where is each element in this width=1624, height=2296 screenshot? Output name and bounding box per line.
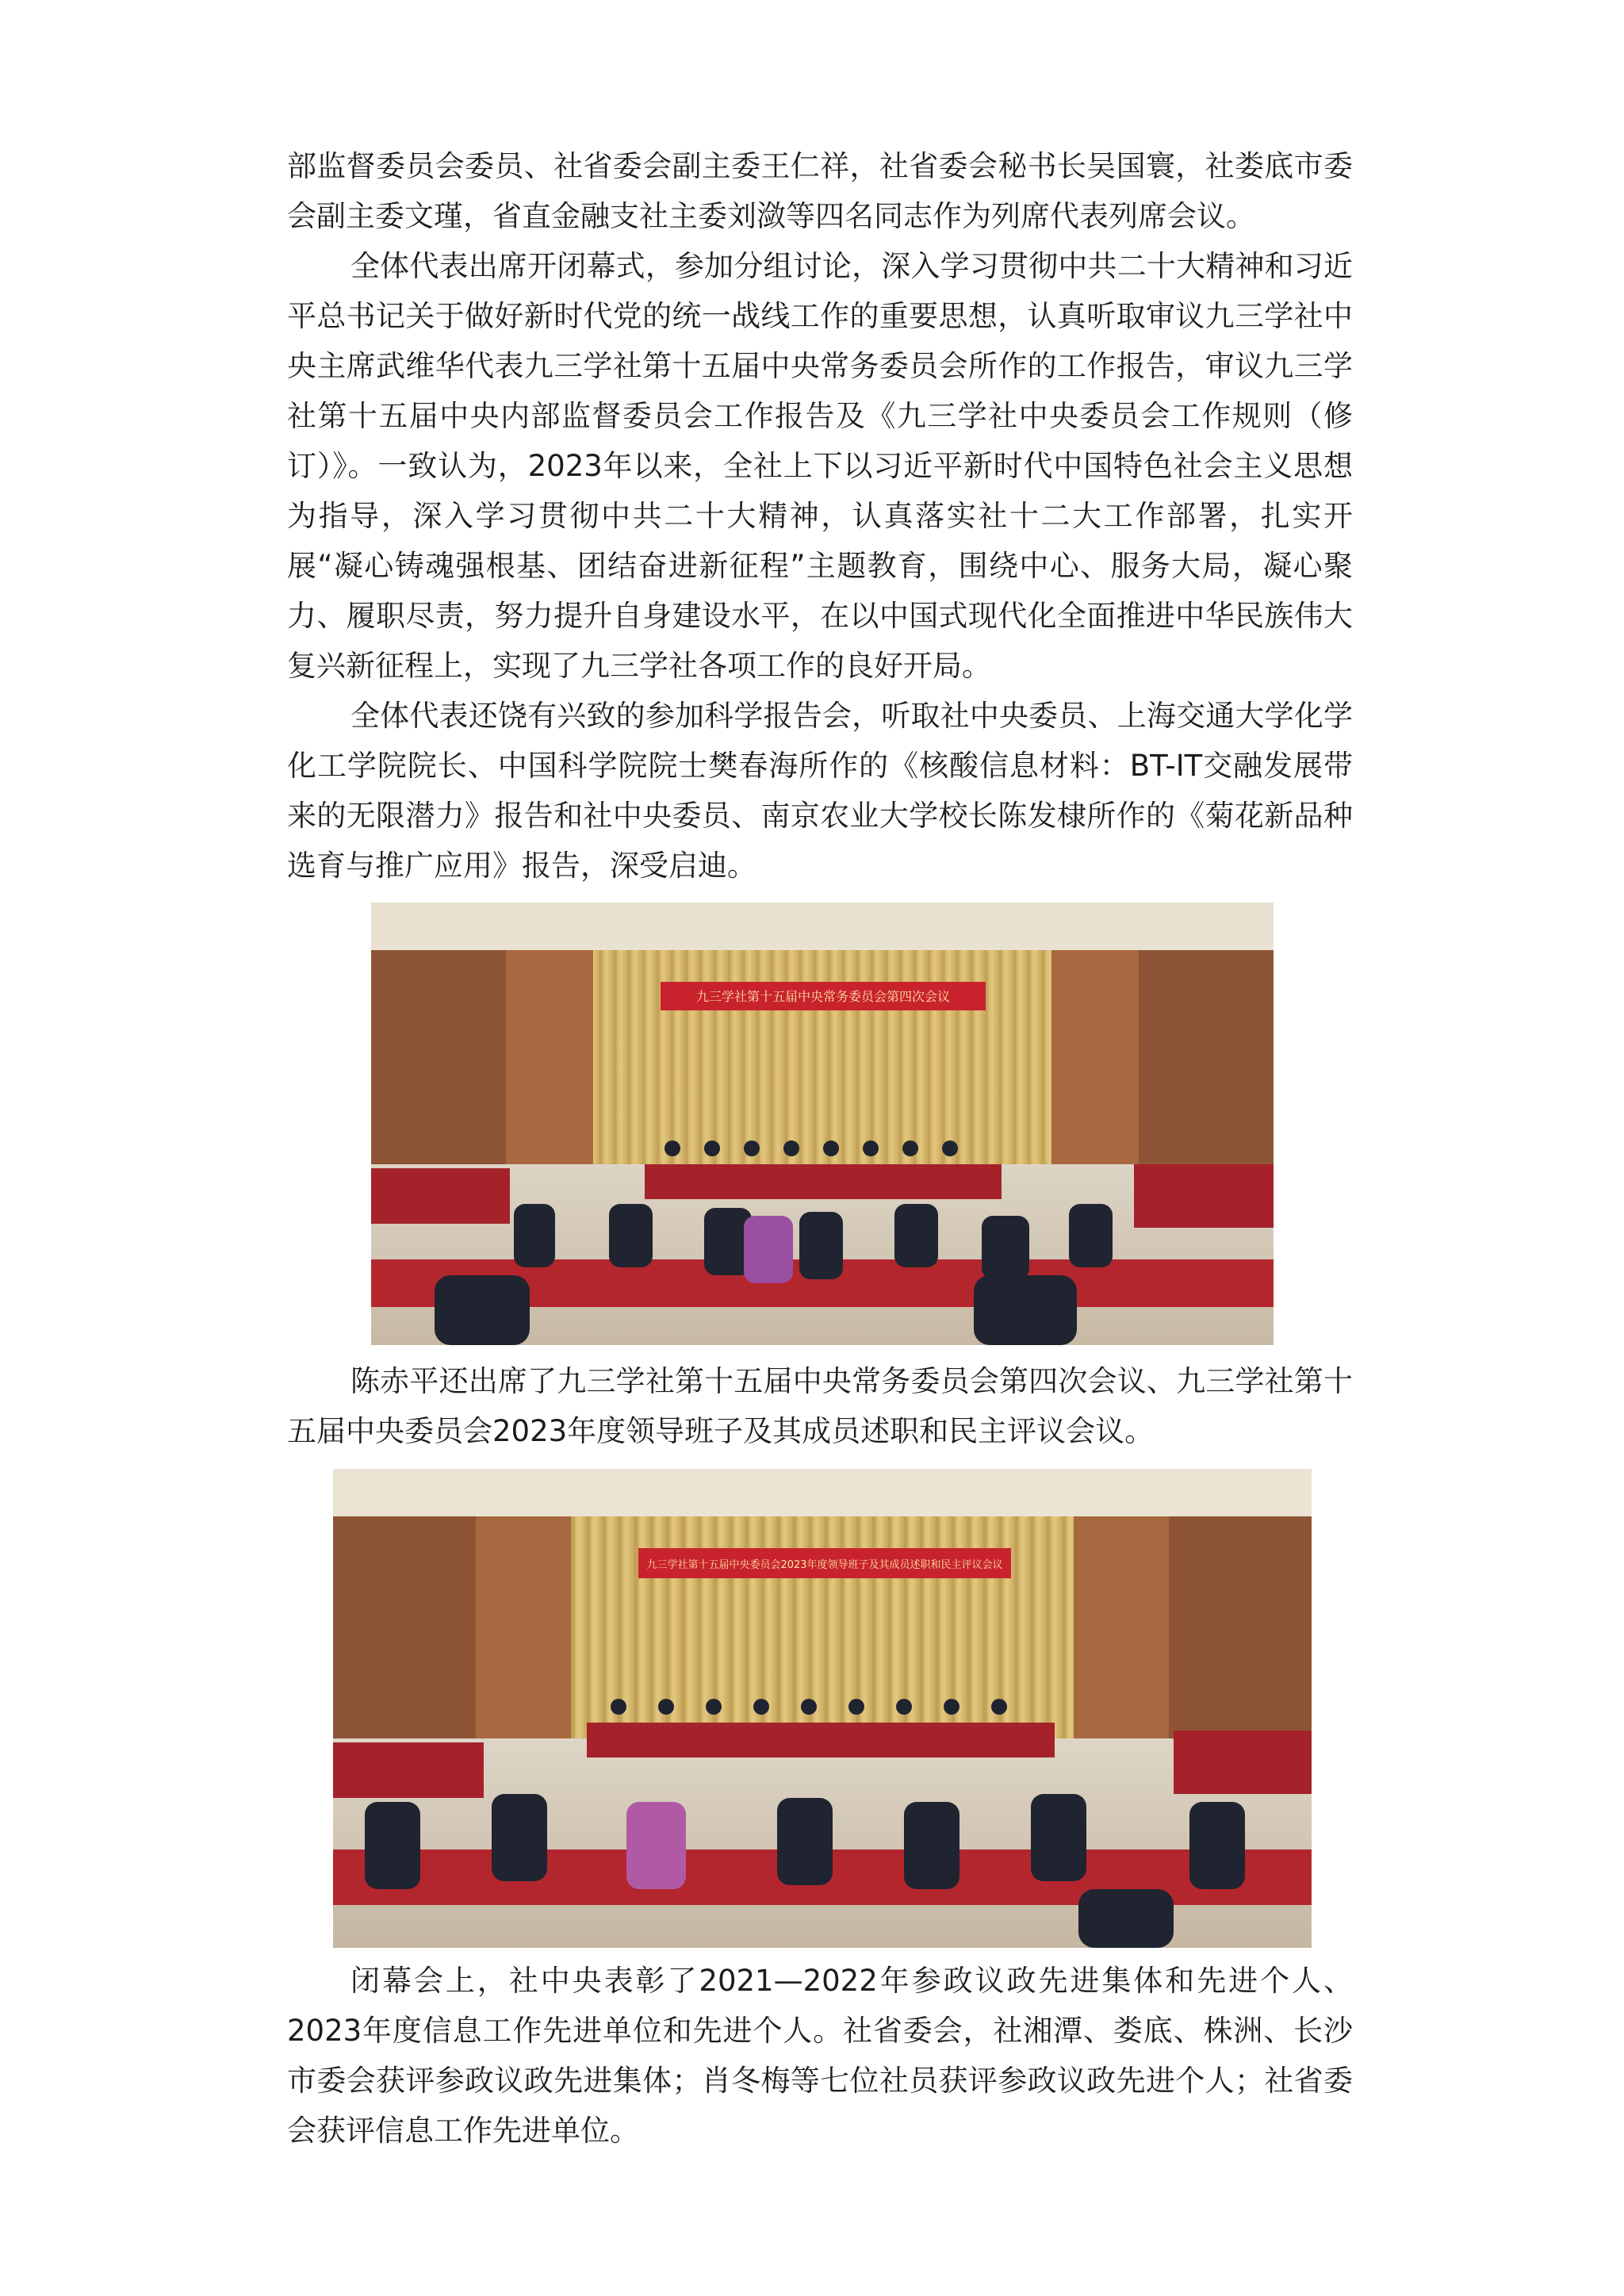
paragraph-2: 全体代表出席开闭幕式，参加分组讨论，深入学习贯彻中共二十大精神和习近平总书记关于做好新时代党的统一战线工作的重要思想，认真听取审议九三学社中央主席武维华代表九三学社第十五届中央常务委员会所作的工作报告，审议九三学社第十五届中央内部监督委员会工作报告及《九三学社中央委员会工作规则（修订）》。一致认为，2023年以来，全社上下以习近平新时代中国特色社会主义思想为指导，深入学习贯彻中共二十大精神，认真落实社十二大工作部署，扎实开展“凝心铸魂强根基、团结奋进新征程”主题教育，围绕中心、服务大局，凝心聚力、履职尽责，努力提升自身建设水平，在以中国式现代化全面推进中华民族伟大复兴新征程上，实现了九三学社各项工作的良好开局。 — [287, 249, 1353, 683]
paragraph-5: 闭幕会上，社中央表彰了2021—2022年参政议政先进集体和先进个人、2023年度信息工作先进单位和先进个人。社省委会，社湘潭、娄底、株洲、长沙市委会获评参政议政先进集体；肖冬梅等七位社员获评参政议政先进个人；社省委会获评信息工作先进单位。 — [287, 1964, 1353, 2148]
meeting-photo-1 — [371, 903, 1274, 1345]
paragraph-4: 陈赤平还出席了九三学社第十五届中央常务委员会第四次会议、九三学社第十五届中央委员会2023年度领导班子及其成员述职和民主评议会议。 — [287, 1364, 1353, 1448]
text-block-bottom — [287, 1956, 1353, 2156]
paragraph-3: 全体代表还饶有兴致的参加科学报告会，听取社中央委员、上海交通大学化学化工学院院长、中国科学院院士樊春海所作的《核酸信息材料：BT-IT交融发展带来的无限潜力》报告和社中央委员、南京农业大学校长陈发棣所作的《菊花新品种选育与推广应用》报告，深受启迪。 — [287, 699, 1353, 883]
text-block-middle — [287, 1356, 1353, 1456]
meeting-photo-2 — [333, 1469, 1312, 1948]
text-block-top — [287, 141, 1353, 891]
banner-text-1: 九三学社第十五届中央常务委员会第四次会议 — [695, 989, 951, 1004]
banner-text-2: 九三学社第十五届中央委员会2023年度领导班子及其成员述职和民主评议会议 — [646, 1559, 1003, 1571]
paragraph-1: 部监督委员会委员、社省委会副主委王仁祥，社省委会秘书长吴国寰，社娄底市委会副主委文瑾，省直金融支社主委刘潋等四名同志作为列席代表列席会议。 — [287, 149, 1353, 233]
